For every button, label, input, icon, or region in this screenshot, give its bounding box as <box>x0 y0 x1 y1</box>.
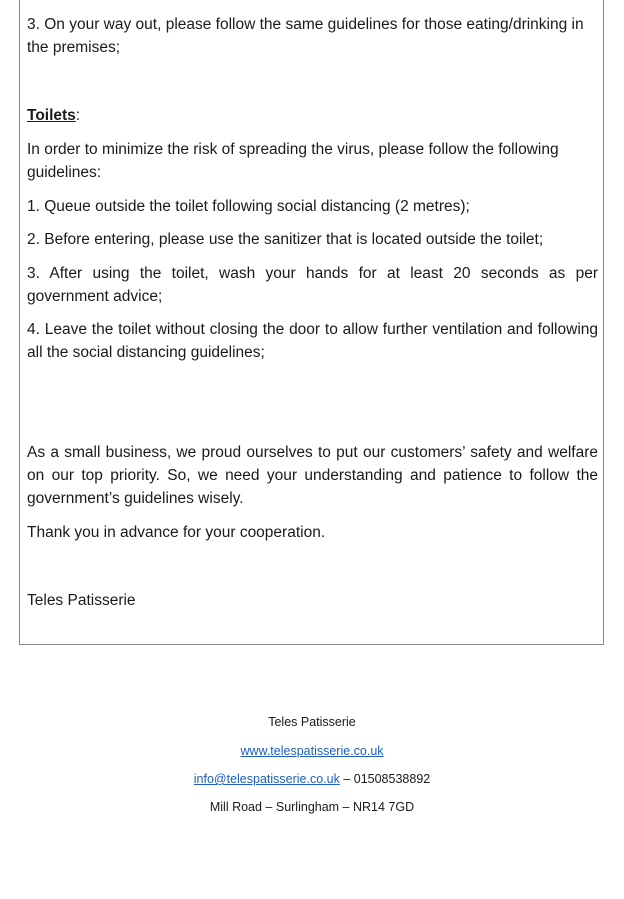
footer-contact-line <box>0 771 624 787</box>
website-link[interactable]: www.telespatisserie.co.uk <box>240 744 384 758</box>
thanks-line: Thank you in advance for your cooperation. <box>27 524 326 541</box>
toilets-heading-colon: : <box>75 107 81 124</box>
toilets-heading: Toilets <box>27 107 76 124</box>
toilets-intro: In order to minimize the risk of spreading the virus, please follow the following guidelines: <box>27 141 559 181</box>
eating-guideline-3: 3. On your way out, please follow the same guidelines for those eating/drinking in the premises; <box>27 16 584 56</box>
footer-address: Mill Road – Surlingham – NR14 7GD <box>209 800 415 814</box>
toilet-guideline-4: 4. Leave the toilet without closing the door to allow further ventilation and following all the social distancing guidelines; <box>27 321 598 361</box>
toilets-heading-line <box>27 104 598 127</box>
toilet-guideline-3: 3. After using the toilet, wash your hands for at least 20 seconds as per government advice; <box>27 265 598 305</box>
signature: Teles Patisserie <box>27 592 136 609</box>
phone-number: 01508538892 <box>353 772 431 786</box>
footer-company: Teles Patisserie <box>268 715 356 729</box>
toilet-guideline-1: 1. Queue outside the toilet following social distancing (2 metres); <box>27 198 470 215</box>
closing-paragraph: As a small business, we proud ourselves to put our customers’ safety and welfare on our top priority. So, we need your understanding and patience to follow the government’s guidelines wisely. <box>27 444 598 507</box>
toilet-guideline-2: 2. Before entering, please use the sanitizer that is located outside the toilet; <box>27 231 544 248</box>
email-link[interactable]: info@telespatisserie.co.uk <box>193 772 340 786</box>
footer-website-line <box>0 743 624 759</box>
phone-separator: – <box>339 772 354 786</box>
